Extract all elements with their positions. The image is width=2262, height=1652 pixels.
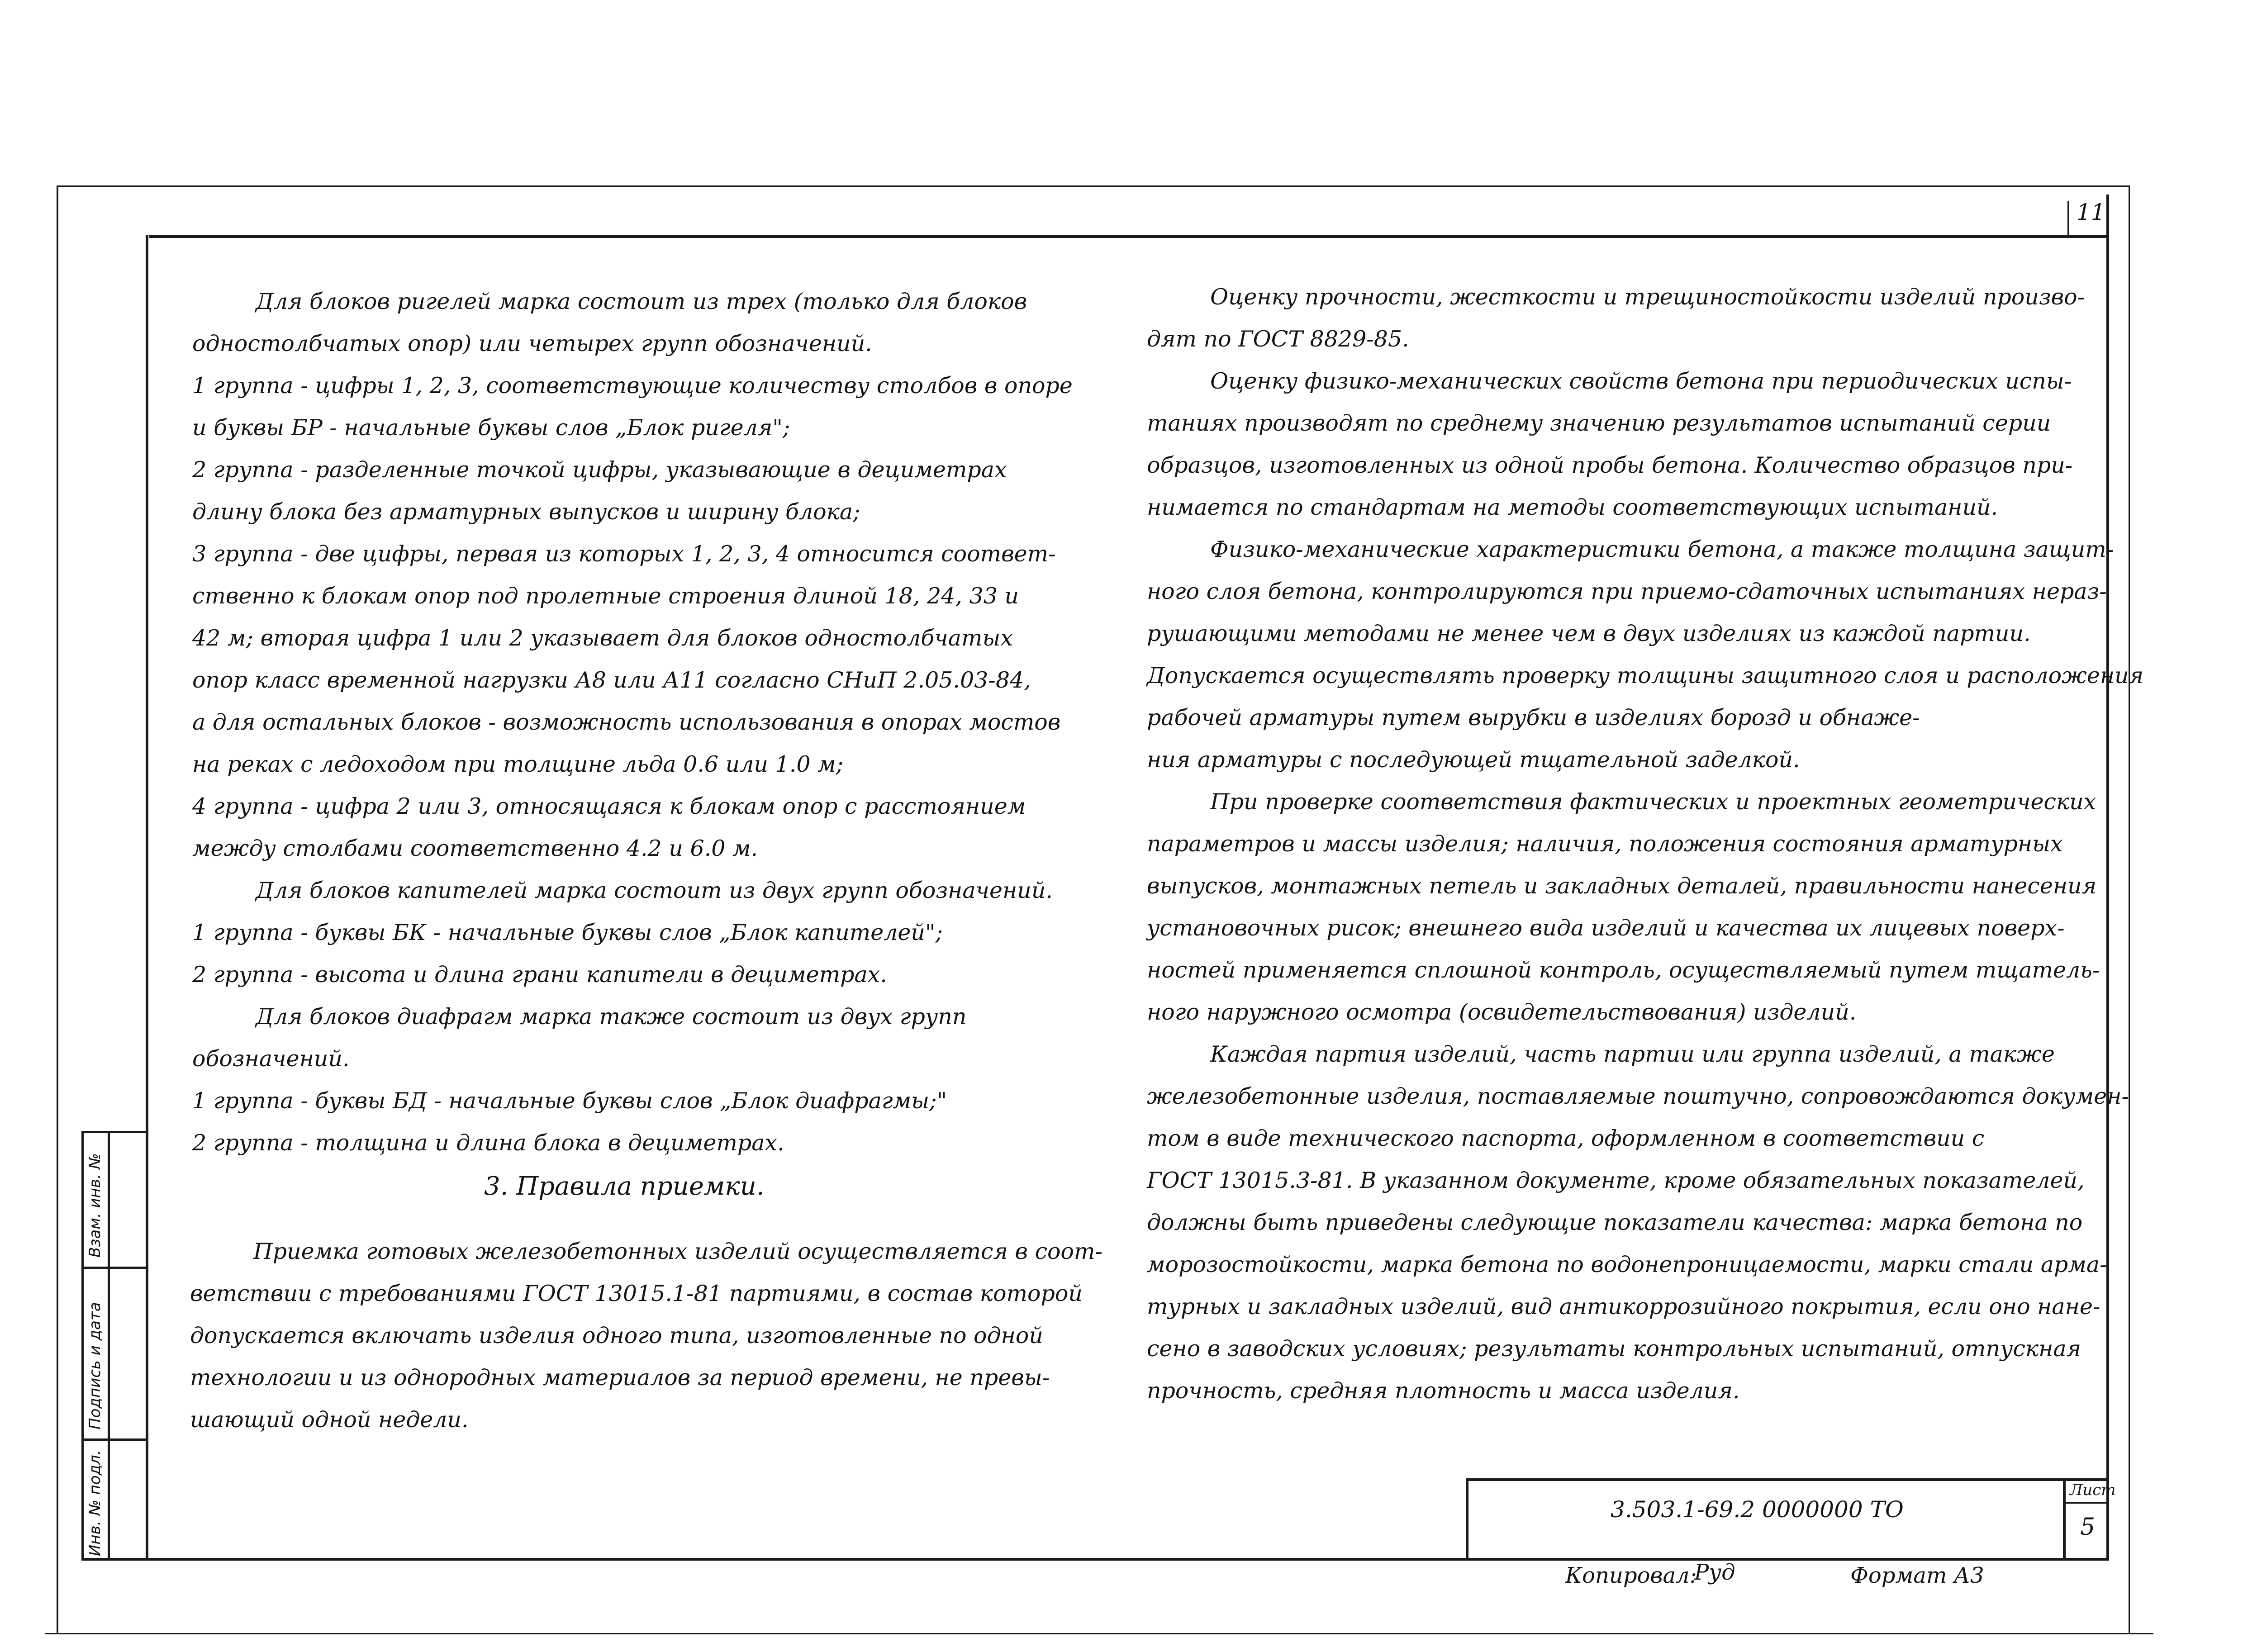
section-line: шающий одной недели. xyxy=(190,1407,469,1433)
left-line: Для блоков капителей марка состоит из двух групп обозначений. xyxy=(256,878,1053,903)
left-line: 42 м; вторая цифра 1 или 2 указывает для блоков одностолбчатых xyxy=(192,625,1013,651)
side-stamp-label-replacement: Взам. инв. № xyxy=(86,1153,104,1258)
title-block-top xyxy=(1466,1478,2108,1481)
left-line: 2 группа - высота и длина грани капители в дециметрах. xyxy=(192,962,887,987)
left-line: обозначений. xyxy=(192,1046,350,1072)
section-line: допускается включать изделия одного типа, изготовленные по одной xyxy=(190,1323,1043,1348)
right-line: таниях производят по среднему значению результатов испытаний серии xyxy=(1147,410,2051,436)
left-line: длину блока без арматурных выпусков и ширину блока; xyxy=(192,499,860,525)
left-column xyxy=(192,280,1073,1164)
right-line: установочных рисок; внешнего вида изделий и качества их лицевых поверх- xyxy=(1147,915,2065,941)
right-line: морозостойкости, марка бетона по водонепроницаемости, марки стали арма- xyxy=(1147,1252,2107,1277)
right-line: турных и закладных изделий, вид антикоррозийного покрытия, если оно нане- xyxy=(1147,1294,2100,1320)
side-stamp-sep-2 xyxy=(81,1438,147,1441)
right-line: дят по ГОСТ 8829-85. xyxy=(1147,326,1409,352)
left-line: между столбами соответственно 4.2 и 6.0 м. xyxy=(192,835,758,861)
right-line: железобетонные изделия, поставляемые поштучно, сопровождаются докумен- xyxy=(1147,1083,2129,1109)
left-line: 2 группа - толщина и длина блока в дециметрах. xyxy=(192,1130,784,1156)
side-stamp-top xyxy=(81,1131,147,1133)
left-line: 4 группа - цифра 2 или 3, относящаяся к блокам опор с расстоянием xyxy=(192,793,1026,819)
left-line: ственно к блокам опор под пролетные строения длиной 18, 24, 33 и xyxy=(192,583,1019,609)
right-line: нимается по стандартам на методы соответствующих испытаний. xyxy=(1147,494,1998,520)
document-designation: 3.503.1-69.2 0000000 ТО xyxy=(1611,1496,1904,1523)
right-line: При проверке соответствия фактических и проектных геометрических xyxy=(1210,789,2096,815)
sheet-label: Лист xyxy=(2070,1481,2116,1499)
outer-frame-bottom xyxy=(45,1633,2153,1634)
title-block xyxy=(1466,1478,2116,1560)
corner-mark: 11 xyxy=(2077,199,2105,225)
side-stamp-label-inventory: Инв. № подл. xyxy=(86,1450,104,1556)
left-line: Для блоков диафрагм марка также состоит из двух групп xyxy=(256,1004,967,1030)
right-line: сено в заводских условиях; результаты контрольных испытаний, отпускная xyxy=(1147,1336,2081,1362)
corner-mark-divider xyxy=(2067,201,2069,237)
sheet-number: 5 xyxy=(2080,1514,2096,1541)
inner-frame-top xyxy=(149,235,2108,238)
section-body xyxy=(190,1230,1102,1441)
left-line: опор класс временной нагрузки А8 или А11 согласно СНиП 2.05.03-84, xyxy=(192,667,1031,693)
right-line: Физико-механические характеристики бетона, а также толщина защит- xyxy=(1210,536,2114,562)
left-line: Для блоков ригелей марка состоит из трех (только для блоков xyxy=(256,289,1027,314)
right-line: рушающими методами не менее чем в двух изделиях из каждой партии. xyxy=(1147,621,2031,646)
left-line: 3 группа - две цифры, первая из которых 1, 2, 3, 4 относится соответ- xyxy=(192,541,1056,567)
right-line: ния арматуры с последующей тщательной заделкой. xyxy=(1147,747,1800,773)
right-line: Каждая партия изделий, часть партии или группа изделий, а также xyxy=(1210,1041,2055,1067)
left-line: 2 группа - разделенные точкой цифры, указывающие в дециметрах xyxy=(192,457,1007,483)
right-column xyxy=(1147,276,2143,1412)
right-line: ГОСТ 13015.3-81. В указанном документе, кроме обязательных показателей, xyxy=(1147,1168,2085,1193)
left-line: на реках с ледоходом при толщине льда 0.6 или 1.0 м; xyxy=(192,751,844,777)
section-heading: 3. Правила приемки. xyxy=(484,1172,765,1201)
right-line: рабочей арматуры путем вырубки в изделиях борозд и обнаже- xyxy=(1147,705,1920,731)
left-line: одностолбчатых опор) или четырех групп обозначений. xyxy=(192,331,872,356)
side-stamp xyxy=(81,1131,147,1561)
left-line: и буквы БР - начальные буквы слов „Блок ригеля"; xyxy=(192,415,790,441)
right-line: должны быть приведены следующие показатели качества: марка бетона по xyxy=(1147,1210,2083,1235)
left-line: а для остальных блоков - возможность использования в опорах мостов xyxy=(192,709,1061,735)
section-line: Приемка готовых железобетонных изделий осуществляется в соот- xyxy=(253,1239,1103,1264)
copied-by-label: Копировал: xyxy=(1565,1563,1697,1588)
right-line: образцов, изготовленных из одной пробы бетона. Количество образцов при- xyxy=(1147,452,2073,478)
right-line: ностей применяется сплошной контроль, осуществляемый путем тщатель- xyxy=(1147,957,2100,983)
title-block-divider xyxy=(2063,1478,2066,1560)
section-line: технологии и из однородных материалов за период времени, не превы- xyxy=(190,1365,1050,1391)
right-line: Допускается осуществлять проверку толщины защитного слоя и расположения xyxy=(1147,663,2144,688)
side-stamp-col-b xyxy=(108,1131,110,1561)
right-line: ного слоя бетона, контролируются при приемо-сдаточных испытаниях нераз- xyxy=(1147,579,2107,604)
right-line: ного наружного осмотра (освидетельствования) изделий. xyxy=(1147,999,1857,1025)
left-line: 1 группа - цифры 1, 2, 3, соответствующие количеству столбов в опоре xyxy=(192,373,1073,399)
side-stamp-col-a xyxy=(81,1131,84,1561)
side-stamp-label-signature: Подпись и дата xyxy=(86,1302,104,1429)
section-line: ветствии с требованиями ГОСТ 13015.1-81 партиями, в состав которой xyxy=(190,1281,1083,1306)
left-line: 1 группа - буквы БД - начальные буквы слов „Блок диафрагмы;" xyxy=(192,1088,947,1114)
left-line: 1 группа - буквы БК - начальные буквы слов „Блок капителей"; xyxy=(192,920,943,945)
right-line: том в виде технического паспорта, оформленном в соответствии с xyxy=(1147,1125,1985,1151)
side-stamp-sep-1 xyxy=(81,1267,147,1269)
right-line: прочность, средняя плотность и масса изделия. xyxy=(1147,1378,1740,1404)
right-line: выпусков, монтажных петель и закладных деталей, правильности нанесения xyxy=(1147,873,2097,899)
title-block-left xyxy=(1466,1478,1468,1560)
paper-format: Формат А3 xyxy=(1850,1563,1984,1588)
right-line: Оценку прочности, жесткости и трещиностойкости изделий произво- xyxy=(1210,284,2085,310)
title-block-sheet-sep xyxy=(2063,1502,2108,1504)
right-line: Оценку физико-механических свойств бетона при периодических испы- xyxy=(1210,368,2072,394)
right-line: параметров и массы изделия; наличия, положения состояния арматурных xyxy=(1147,831,2063,857)
copied-by-signature: Руд xyxy=(1694,1560,1735,1585)
outer-frame-left xyxy=(57,185,58,1633)
outer-frame-top xyxy=(57,185,2129,187)
